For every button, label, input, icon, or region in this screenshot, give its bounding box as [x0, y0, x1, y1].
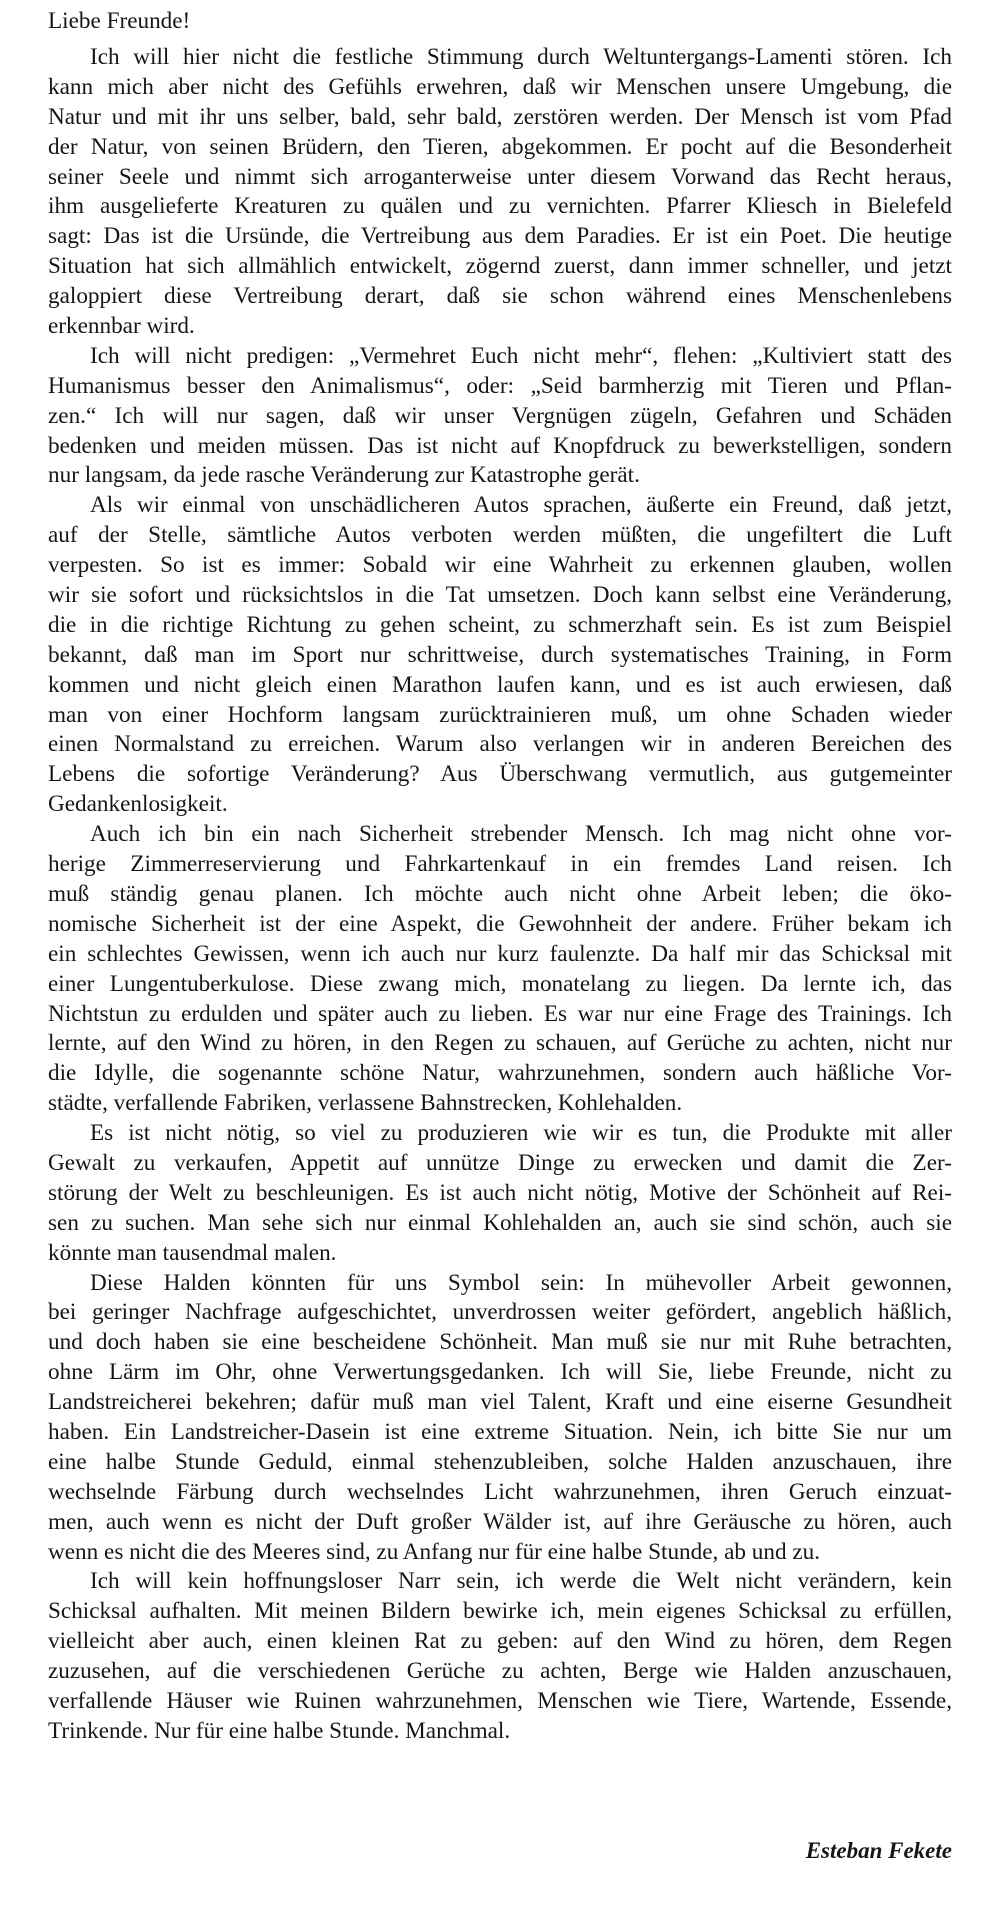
- text-line: Lebens die sofortige Veränderung? Aus Überschwang vermutlich, aus gutgemeinter: [48, 761, 952, 788]
- text-line: man von einer Hochform langsam zurücktrainieren muß, um ohne Schaden wieder: [48, 701, 952, 728]
- text-line: wenn es nicht die des Meeres sind, zu Anfang nur für eine halbe Stunde, ab und zu.: [48, 1538, 821, 1565]
- text-line: Als wir einmal von unschädlicheren Autos sprachen, äußerte ein Freund, daß jetzt,: [90, 492, 952, 519]
- text-line: Landstreicherei bekehren; dafür muß man viel Talent, Kraft und eine eiserne Gesundheit: [48, 1389, 952, 1416]
- text-line: Trinkende. Nur für eine halbe Stunde. Manchmal.: [48, 1717, 511, 1744]
- text-line: kommen und nicht gleich einen Marathon laufen kann, und es ist auch erwiesen, daß: [48, 671, 952, 698]
- paragraph: [48, 43, 952, 342]
- paragraph: [48, 491, 952, 820]
- text-line: galoppiert diese Vertreibung derart, daß sie schon während eines Menschenlebens: [48, 283, 952, 310]
- text-line: bedenken und meiden müssen. Das ist nicht auf Knopfdruck zu bewerkstelligen, sondern: [48, 432, 952, 459]
- salutation: Liebe Freunde!: [48, 8, 191, 34]
- text-line: Ich will kein hoffnungsloser Narr sein, ich werde die Welt nicht verändern, kein: [90, 1568, 952, 1595]
- text-line: bekannt, daß man im Sport nur schrittweise, durch systematisches Training, in Form: [48, 641, 952, 668]
- text-line: wechselnde Färbung durch wechselndes Licht wahrzunehmen, ihren Geruch einzuat-: [48, 1478, 952, 1505]
- text-line: lernte, auf den Wind zu hören, in den Regen zu schauen, auf Gerüche zu achten, nicht nur: [48, 1030, 952, 1057]
- text-line: herige Zimmerreservierung und Fahrkartenkauf in ein fremdes Land reisen. Ich: [48, 851, 952, 878]
- text-line: könnte man tausendmal malen.: [48, 1239, 337, 1266]
- text-line: haben. Ein Landstreicher-Dasein ist eine extreme Situation. Nein, ich bitte Sie nur um: [48, 1418, 952, 1445]
- text-line: sagt: Das ist die Ursünde, die Vertreibung aus dem Paradies. Er ist ein Poet. Die heutige: [48, 223, 952, 250]
- text-line: men, auch wenn es nicht der Duft großer Wälder ist, auf ihre Geräusche zu hören, auch: [48, 1508, 952, 1535]
- text-line: Humanismus besser den Animalismus“, oder: „Seid barmherzig mit Tieren und Pflan-: [48, 372, 952, 399]
- letter-body: [48, 43, 952, 1747]
- text-line: Situation hat sich allmählich entwickelt, zögernd zuerst, dann immer schneller, und jetzt: [48, 253, 952, 280]
- text-line: einer Lungentuberkulose. Diese zwang mich, monatelang zu liegen. Da lernte ich, das: [48, 970, 952, 997]
- text-line: eine halbe Stunde Geduld, einmal stehenzubleiben, solche Halden anzuschauen, ihre: [48, 1448, 952, 1475]
- text-line: bei geringer Nachfrage aufgeschichtet, unverdrossen weiter gefördert, angeblich häßlich,: [48, 1299, 952, 1326]
- letter-page: [48, 6, 952, 1863]
- text-line: ohne Lärm im Ohr, ohne Verwertungsgedanken. Ich will Sie, liebe Freunde, nicht zu: [48, 1359, 952, 1386]
- text-line: seiner Seele und nimmt sich arroganterweise unter diesem Vorwand das Recht heraus,: [48, 163, 952, 190]
- text-line: Gedankenlosigkeit.: [48, 791, 228, 818]
- text-line: zuzusehen, auf die verschiedenen Gerüche zu achten, Berge wie Halden anzuschauen,: [48, 1658, 952, 1685]
- text-line: ein schlechtes Gewissen, wenn ich auch nur kurz faulenzte. Da half mir das Schicksal mit: [48, 940, 952, 967]
- text-line: muß ständig genau planen. Ich möchte auch nicht ohne Arbeit leben; die öko-: [48, 880, 952, 907]
- text-line: einen Normalstand zu erreichen. Warum also verlangen wir in anderen Bereichen des: [48, 731, 952, 758]
- text-line: verpesten. So ist es immer: Sobald wir eine Wahrheit zu erkennen glauben, wollen: [48, 552, 952, 579]
- text-line: Gewalt zu verkaufen, Appetit auf unnütze Dinge zu erwecken und damit die Zer-: [48, 1149, 952, 1176]
- text-line: Diese Halden könnten für uns Symbol sein: In mühevoller Arbeit gewonnen,: [90, 1269, 952, 1296]
- text-line: die Idylle, die sogenannte schöne Natur, wahrzunehmen, sondern auch häßliche Vor-: [48, 1060, 952, 1087]
- paragraph: [48, 1119, 952, 1268]
- text-line: und doch haben sie eine bescheidene Schönheit. Man muß sie nur mit Ruhe betrachten,: [48, 1329, 952, 1356]
- text-line: nur langsam, da jede rasche Veränderung zur Katastrophe gerät.: [48, 462, 640, 489]
- text-line: Nichtstun zu erdulden und später auch zu lieben. Es war nur eine Frage des Trainings. Ich: [48, 1000, 952, 1027]
- text-line: Ich will hier nicht die festliche Stimmung durch Weltuntergangs-Lamenti stören. Ich: [90, 44, 952, 70]
- text-line: zen.“ Ich will nur sagen, daß wir unser Vergnügen zügeln, Gefahren und Schäden: [48, 402, 952, 429]
- text-line: auf der Stelle, sämtliche Autos verboten werden müßten, die ungefiltert die Luft: [48, 522, 952, 549]
- text-line: störung der Welt zu beschleunigen. Es ist auch nicht nötig, Motive der Schönheit auf Rei-: [48, 1179, 952, 1206]
- text-line: nomische Sicherheit ist der eine Aspekt, die Gewohnheit der andere. Früher bekam ich: [48, 910, 952, 937]
- paragraph: [48, 820, 952, 1119]
- signature: Esteban Fekete: [805, 1838, 952, 1863]
- paragraph: [48, 342, 952, 491]
- text-line: Natur und mit ihr uns selber, bald, sehr bald, zerstören werden. Der Mensch ist vom Pfad: [48, 103, 952, 130]
- text-line: kann mich aber nicht des Gefühls erwehren, daß wir Menschen unsere Umgebung, die: [48, 73, 952, 100]
- text-line: der Natur, von seinen Brüdern, den Tieren, abgekommen. Er pocht auf die Besonderheit: [48, 133, 952, 160]
- text-line: Auch ich bin ein nach Sicherheit strebender Mensch. Ich mag nicht ohne vor-: [90, 821, 952, 848]
- text-line: ihm ausgelieferte Kreaturen zu quälen und zu vernichten. Pfarrer Kliesch in Bielefeld: [48, 193, 952, 220]
- text-line: sen zu suchen. Man sehe sich nur einmal Kohlehalden an, auch sie sind schön, auch sie: [48, 1209, 952, 1236]
- text-line: Schicksal aufhalten. Mit meinen Bildern bewirke ich, mein eigenes Schicksal zu erfüllen,: [48, 1598, 952, 1625]
- paragraph: [48, 1567, 952, 1746]
- text-line: erkennbar wird.: [48, 313, 195, 340]
- text-line: Es ist nicht nötig, so viel zu produzieren wie wir es tun, die Produkte mit aller: [90, 1120, 952, 1147]
- text-line: städte, verfallende Fabriken, verlassene Bahnstrecken, Kohlehalden.: [48, 1090, 683, 1117]
- text-line: wir sie sofort und rücksichtslos in die Tat umsetzen. Doch kann selbst eine Veränderung,: [48, 582, 952, 609]
- text-line: die in die richtige Richtung zu gehen scheint, zu schmerzhaft sein. Es ist zum Beispiel: [48, 611, 952, 638]
- text-line: verfallende Häuser wie Ruinen wahrzunehmen, Menschen wie Tiere, Wartende, Essende,: [48, 1687, 952, 1714]
- text-line: Ich will nicht predigen: „Vermehret Euch nicht mehr“, flehen: „Kultiviert statt des: [90, 342, 952, 369]
- text-line: vielleicht aber auch, einen kleinen Rat zu geben: auf den Wind zu hören, dem Regen: [48, 1628, 952, 1655]
- paragraph: [48, 1269, 952, 1568]
